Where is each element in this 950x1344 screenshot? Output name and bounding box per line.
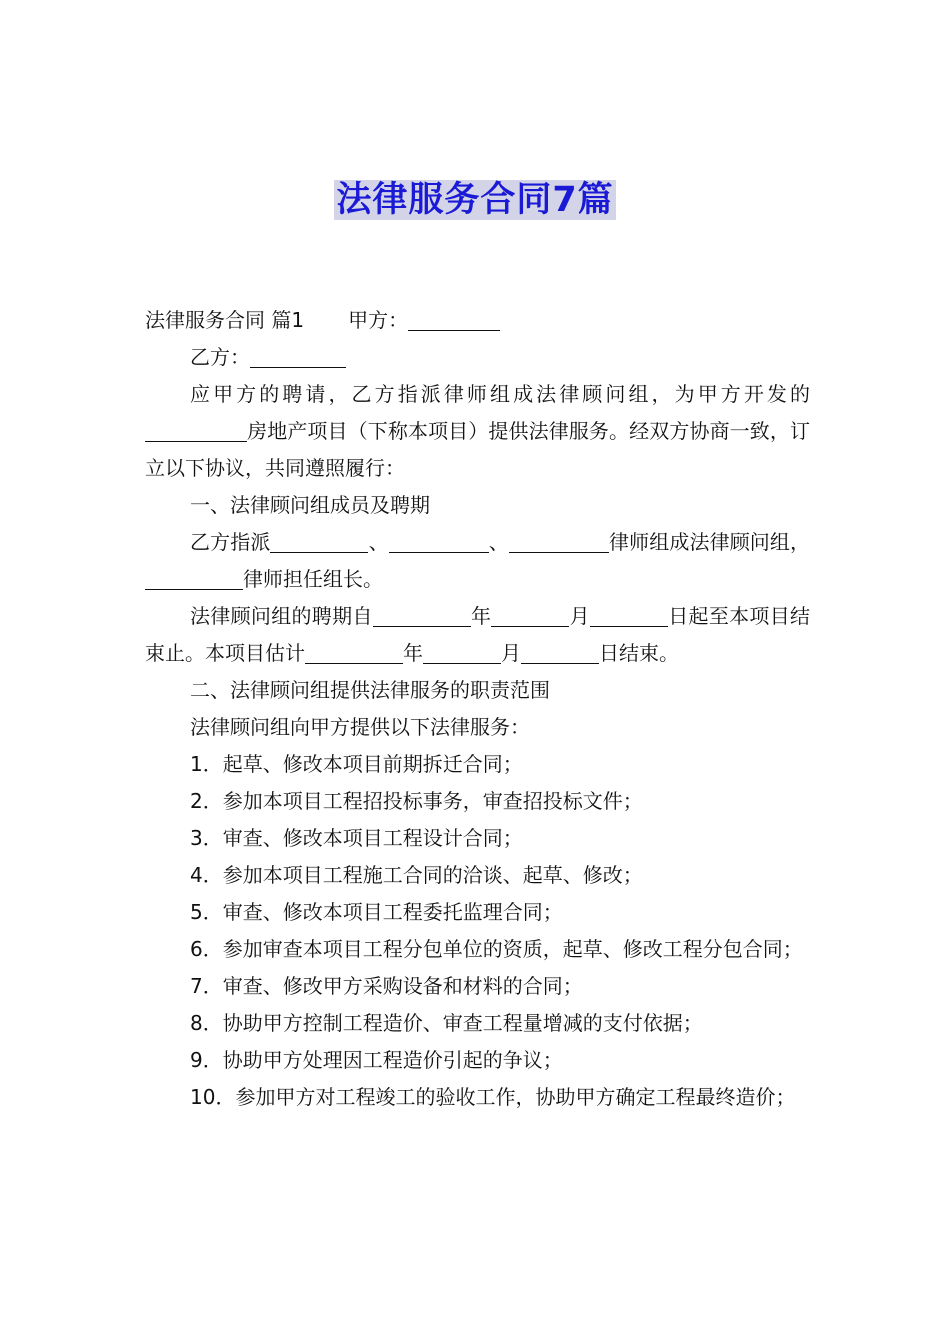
paragraph-lawyers — [145, 524, 810, 598]
lawyer-blank-3 — [509, 530, 609, 553]
month-label-2: 月 — [501, 641, 521, 665]
paragraph-term — [145, 598, 810, 672]
lawyers-text-2: 律师组成法律顾问组， — [608, 530, 811, 554]
year-label-1: 年 — [470, 604, 492, 628]
year-label-2: 年 — [403, 641, 423, 665]
document-body — [145, 302, 810, 1116]
end-day-blank — [521, 641, 599, 664]
party-b-label: 乙方： — [190, 345, 250, 369]
lawyer-blank-2 — [389, 530, 489, 553]
document-title-text: 法律服务合同7篇 — [336, 180, 614, 220]
contract-heading: 法律服务合同 篇1 — [145, 308, 305, 332]
service-item-1: 1．起草、修改本项目前期拆迁合同； — [190, 752, 523, 776]
start-month-blank — [491, 604, 569, 627]
preamble-text-2: 房地产项目（下称本项目）提供法律服务。经双方协商一致，订立以下协议，共同遵照履行： — [145, 419, 810, 480]
section-1-heading: 一、法律顾问组成员及聘期 — [190, 493, 430, 517]
service-item-6: 6．参加审查本项目工程分包单位的资质，起草、修改工程分包合同； — [190, 937, 803, 961]
service-item-7: 7．审查、修改甲方采购设备和材料的合同； — [190, 974, 583, 998]
party-a-blank — [408, 308, 500, 331]
preamble-text-1: 应甲方的聘请，乙方指派律师组成法律顾问组，为甲方开发的 — [190, 382, 810, 406]
start-day-blank — [590, 604, 668, 627]
service-item-8: 8．协助甲方控制工程造价、审查工程量增减的支付依据； — [190, 1011, 703, 1035]
term-text-3: 日结束。 — [599, 641, 679, 665]
paragraph-preamble — [145, 376, 810, 487]
separator-2: 、 — [488, 530, 509, 554]
end-year-blank — [305, 641, 403, 664]
service-item-4: 4．参加本项目工程施工合同的洽谈、起草、修改； — [190, 863, 643, 887]
service-item-2: 2．参加本项目工程招投标事务，审查招投标文件； — [190, 789, 643, 813]
service-item-5: 5．审查、修改本项目工程委托监理合同； — [190, 900, 563, 924]
start-year-blank — [373, 604, 471, 627]
project-name-blank — [145, 419, 247, 442]
contract-heading-line — [145, 302, 810, 339]
lawyer-blank-1 — [270, 530, 368, 553]
document-title — [0, 176, 950, 224]
separator-1: 、 — [368, 530, 389, 554]
lawyers-text-1: 乙方指派 — [190, 530, 271, 554]
end-month-blank — [423, 641, 501, 664]
service-item-3: 3．审查、修改本项目工程设计合同； — [190, 826, 523, 850]
term-text-2: 日起至本项目结束止。本项目估计 — [145, 604, 811, 665]
month-label-1: 月 — [569, 604, 590, 628]
party-b-blank — [250, 345, 346, 368]
team-leader-blank — [145, 567, 243, 590]
party-a-label: 甲方： — [348, 308, 409, 332]
lawyers-text-3: 律师担任组长。 — [243, 567, 383, 591]
term-text-1: 法律顾问组的聘期自 — [190, 604, 373, 628]
party-b-line — [145, 339, 810, 376]
section-2-heading: 二、法律顾问组提供法律服务的职责范围 — [190, 678, 550, 702]
service-item-10: 10．参加甲方对工程竣工的验收工作，协助甲方确定工程最终造价； — [190, 1085, 796, 1109]
service-item-9: 9．协助甲方处理因工程造价引起的争议； — [190, 1048, 563, 1072]
section-2-intro: 法律顾问组向甲方提供以下法律服务： — [190, 715, 530, 739]
